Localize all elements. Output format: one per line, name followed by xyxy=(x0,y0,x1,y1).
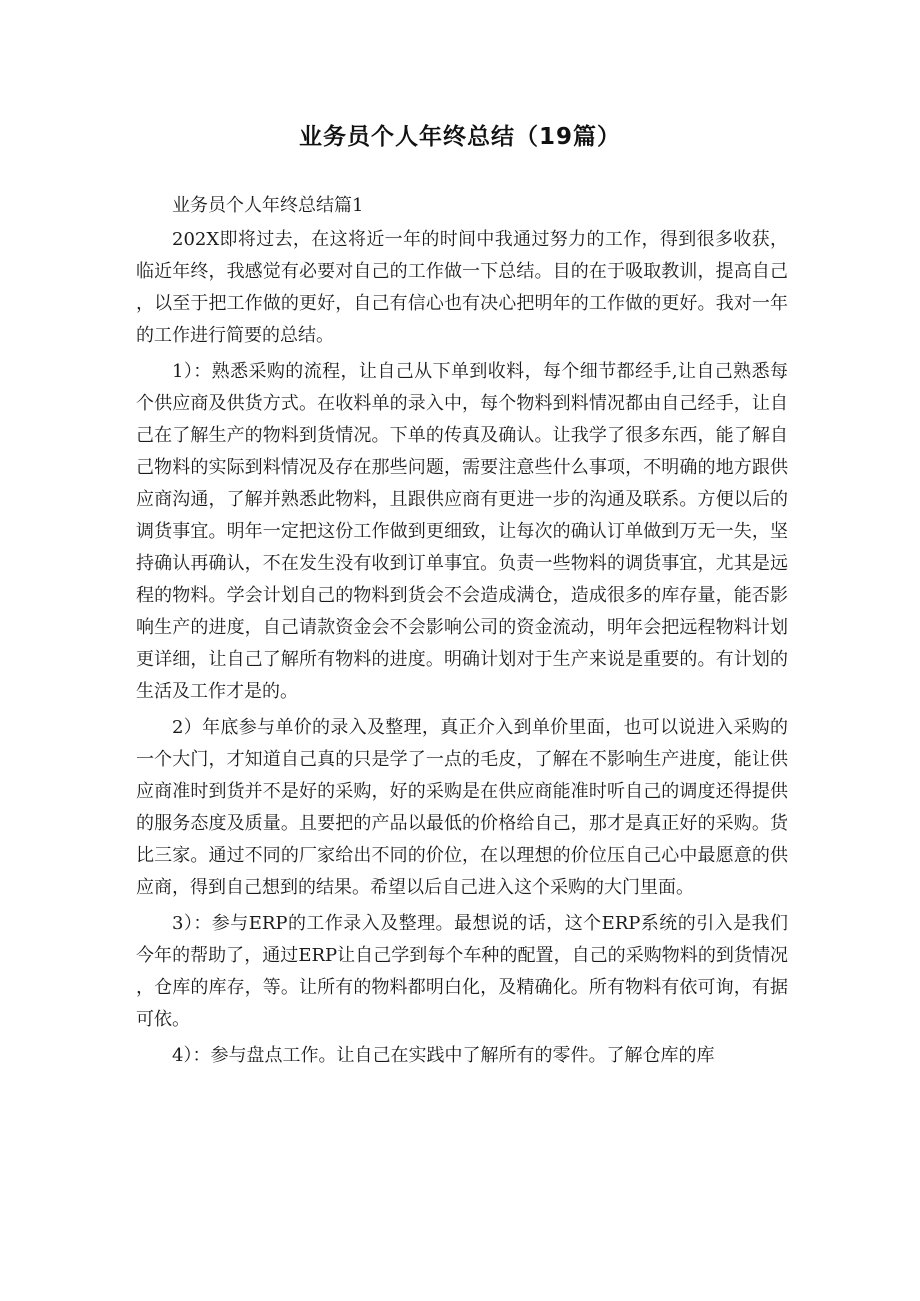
paragraph-item-3: 3）：参与ERP的工作录入及整理。最想说的话，这个ERP系统的引入是我们今年的帮助了，通过ERP让自己学到每个车种的配置，自己的采购物料的到货情况，仓库的库存，等。让所有的物料都明白化，及精确化。所有物料有依可询，有据可依。 xyxy=(136,913,788,1030)
page-title: 业务员个人年终总结（19篇） xyxy=(298,124,621,150)
paragraph-intro: 202X即将过去，在这将近一年的时间中我通过努力的工作，得到很多收获，临近年终，我感觉有必要对自己的工作做一下总结。目的在于吸取教训，提高自己，以至于把工作做的更好，自己有信心也有决心把明年的工作做的更好。我对一年的工作进行简要的总结。 xyxy=(136,229,788,346)
document-body xyxy=(136,190,788,1076)
section-heading: 业务员个人年终总结篇1 xyxy=(172,195,364,216)
paragraph-item-2: 2）年底参与单价的录入及整理，真正介入到单价里面，也可以说进入采购的一个大门，才知道自己真的只是学了一点的毛皮，了解在不影响生产进度，能让供应商准时到货并不是好的采购，好的采购是在供应商能准时听自己的调度还得提供的服务态度及质量。且要把的产品以最低的价格给自己，那才是真正好的采购。货比三家。通过不同的厂家给出不同的价位，在以理想的价位压自己心中最愿意的供应商，得到自己想到的结果。希望以后自己进入这个采购的大门里面。 xyxy=(136,717,788,898)
paragraph-item-4: 4）：参与盘点工作。让自己在实践中了解所有的零件。了解仓库的库 xyxy=(172,1045,715,1066)
paragraph-item-1: 1）：熟悉采购的流程，让自己从下单到收料，每个细节都经手,让自己熟悉每个供应商及供货方式。在收料单的录入中，每个物料到料情况都由自己经手，让自己在了解生产的物料到货情况。下单的传真及确认。让我学了很多东西，能了解自己物料的实际到料情况及存在那些问题，需要注意些什么事项，不明确的地方跟供应商沟通，了解并熟悉此物料，且跟供应商有更进一步的沟通及联系。方便以后的调货事宜。明年一定把这份工作做到更细致，让每次的确认订单做到万无一失，坚持确认再确认，不在发生没有收到订单事宜。负责一些物料的调货事宜，尤其是远程的物料。学会计划自己的物料到货会不会造成满仓，造成很多的库存量，能否影响生产的进度，自己请款资金会不会影响公司的资金流动，明年会把远程物料计划更详细，让自己了解所有物料的进度。明确计划对于生产来说是重要的。有计划的生活及工作才是的。 xyxy=(136,361,788,702)
